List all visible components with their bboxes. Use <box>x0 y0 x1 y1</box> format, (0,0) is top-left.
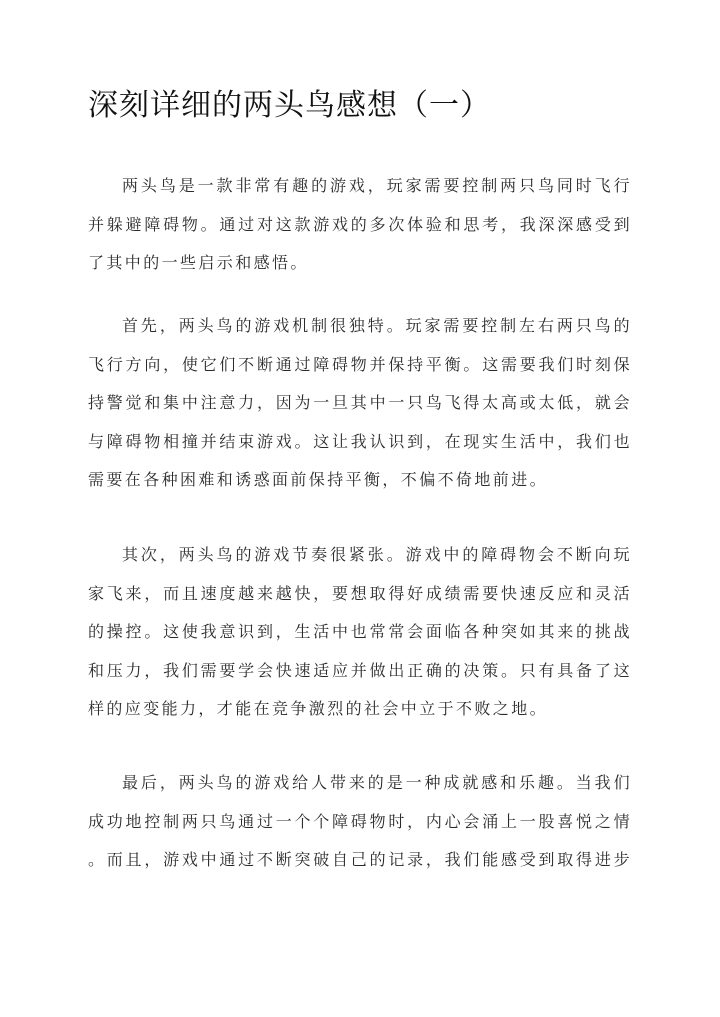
text-line: 与障碍物相撞并结束游戏。这让我认识到，在现实生活中，我们也 <box>88 431 632 451</box>
text-line: 持警觉和集中注意力，因为一旦其中一只鸟飞得太高或太低，就会 <box>88 393 632 412</box>
text-line: 飞行方向，使它们不断通过障碍物并保持平衡。这需要我们时刻保 <box>88 354 632 374</box>
paragraph-4 <box>88 764 632 880</box>
text-line: 家飞来，而且速度越来越快，要想取得好成绩需要快速反应和灵活 <box>88 583 632 603</box>
paragraph-3 <box>88 536 632 729</box>
text-line: 其次，两头鸟的游戏节奏很紧张。游戏中的障碍物会不断向玩 <box>122 545 632 564</box>
text-line: 和压力，我们需要学会快速适应并做出正确的决策。只有具备了这 <box>88 660 632 680</box>
text-line: 了其中的一些启示和感悟。 <box>88 253 309 272</box>
text-line: 并躲避障碍物。通过对这款游戏的多次体验和思考，我深深感受到 <box>88 214 632 234</box>
text-line: 。而且，游戏中通过不断突破自己的记录，我们能感受到取得进步 <box>88 850 632 869</box>
text-line: 两头鸟是一款非常有趣的游戏，玩家需要控制两只鸟同时飞行 <box>122 176 632 195</box>
text-line: 样的应变能力，才能在竞争激烈的社会中立于不败之地。 <box>88 699 549 718</box>
text-line: 成功地控制两只鸟通过一个个障碍物时，内心会涌上一股喜悦之情 <box>88 811 632 831</box>
text-line: 首先，两头鸟的游戏机制很独特。玩家需要控制左右两只鸟的 <box>122 316 632 335</box>
paragraph-1 <box>88 167 632 283</box>
text-line: 的操控。这使我意识到，生活中也常常会面临各种突如其来的挑战 <box>88 622 632 641</box>
text-line: 需要在各种困难和诱惑面前保持平衡，不偏不倚地前进。 <box>88 470 549 489</box>
paragraph-2 <box>88 307 632 500</box>
document-title: 深刻详细的两头鸟感想（一） <box>88 88 491 123</box>
text-line: 最后，两头鸟的游戏给人带来的是一种成就感和乐趣。当我们 <box>122 773 632 792</box>
